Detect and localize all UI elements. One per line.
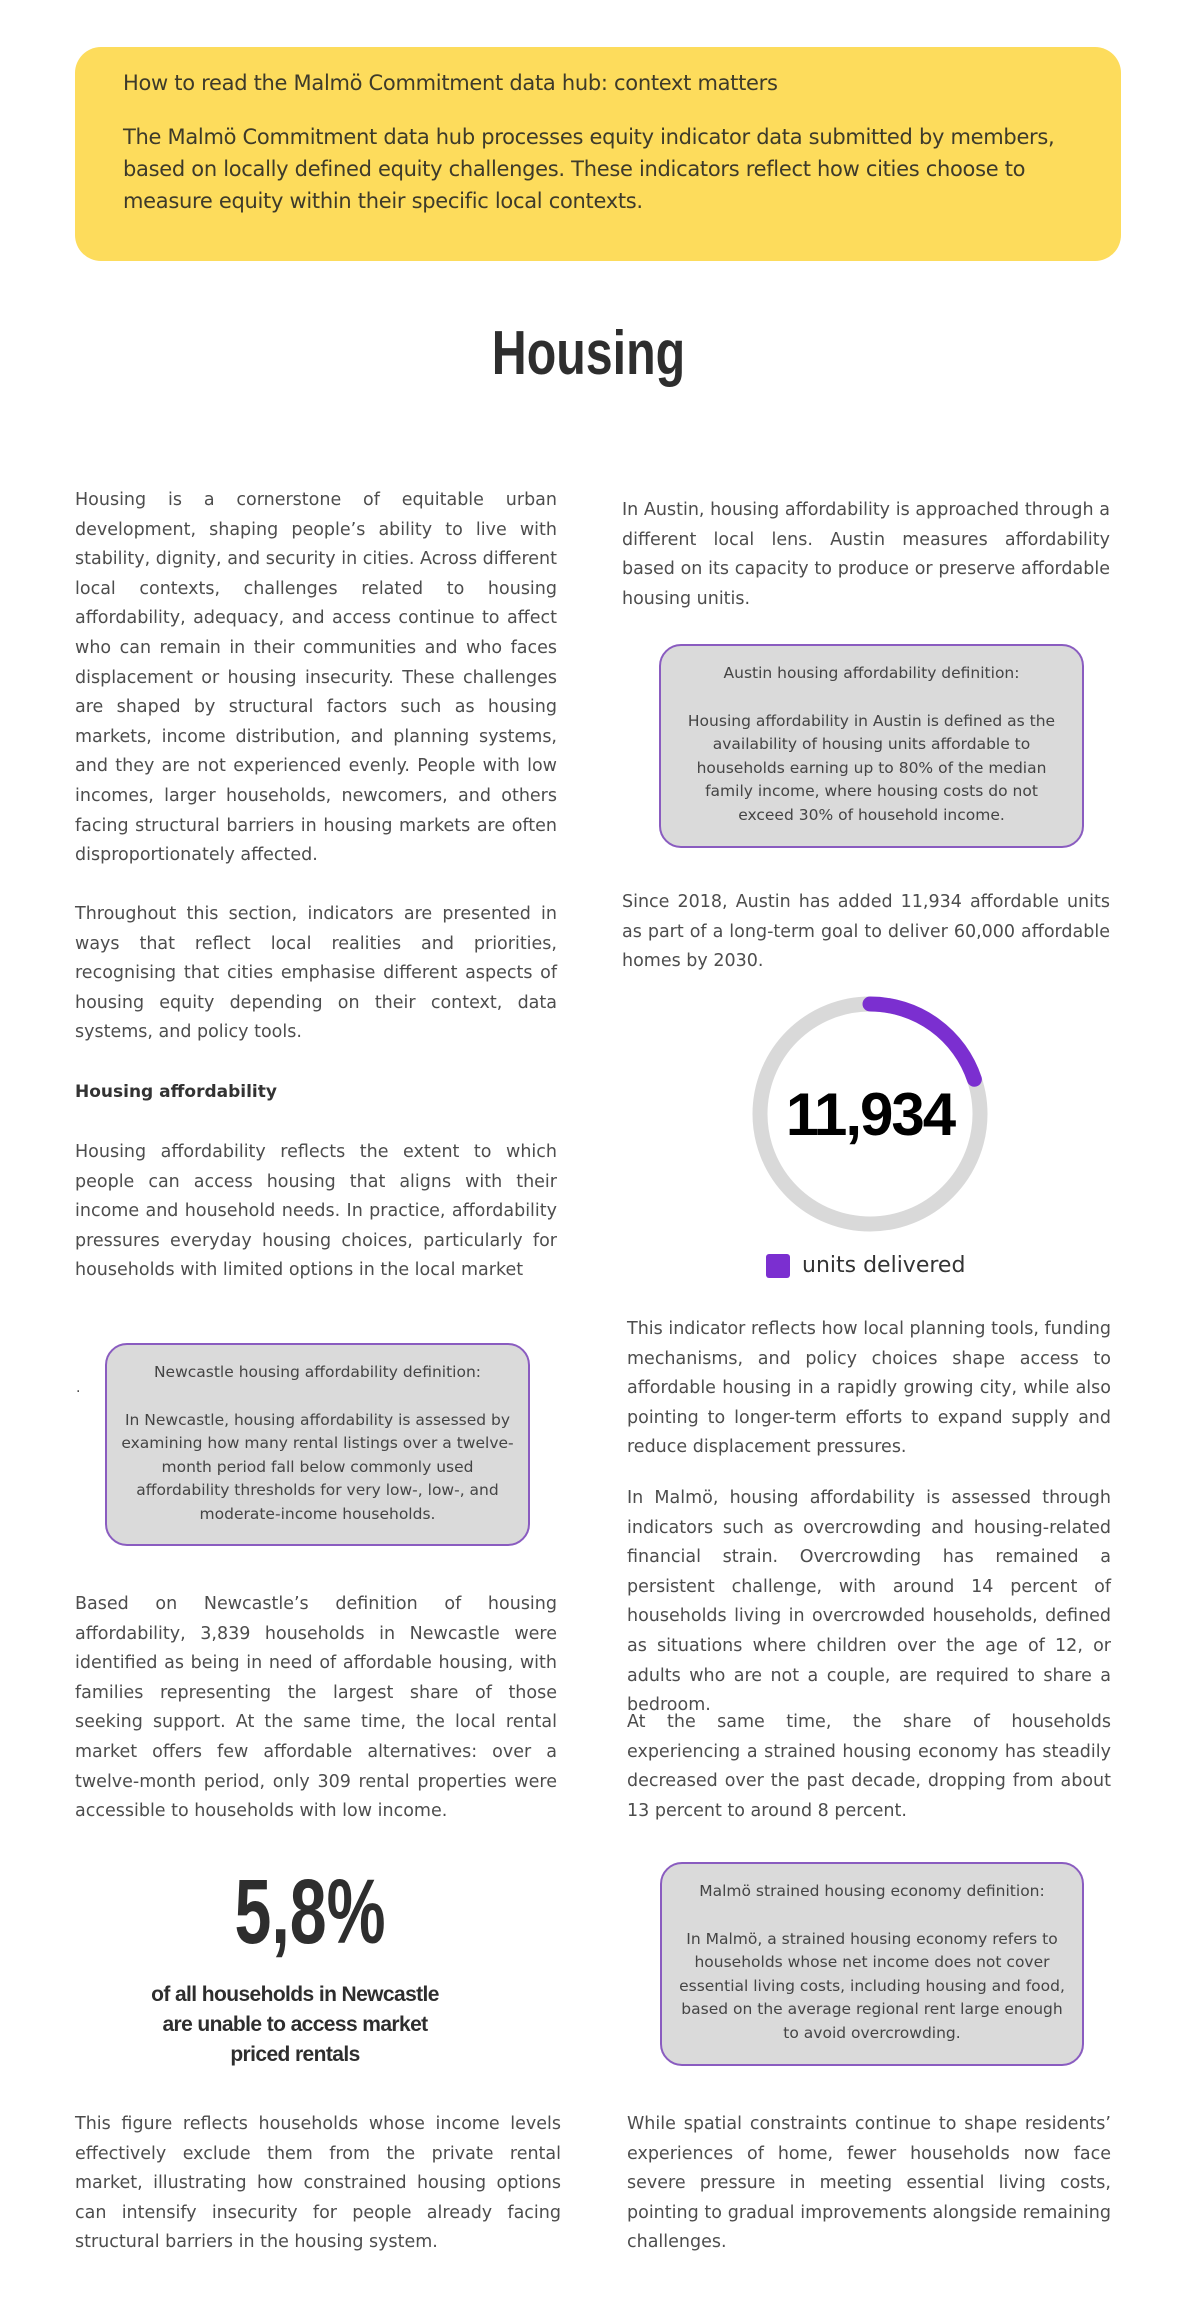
stat-explanation-text: This figure reflects households whose income levels effectively exclude them from the private rental market, illustrating how constrained housing options can intensify insecurity for people already facing structural barriers in the housing system. [75,2114,561,2253]
malmo-text: In Malmö, housing affordability is assessed through indicators such as overcrowding and housing-related financial strain. Overcrowding has remained a persistent challenge, with around 14 percent of households living in overcrowded households, defined as situations where children over the age of 12, or adults who are not a couple, are required to share a bedroom. [627,1488,1111,1716]
austin-definition-body: Housing affordability in Austin is defined as the availability of housing units affordable to households earning up to 80% of the median family income, where housing costs do not exceed 30% of household income. [687,711,1056,824]
stat-explanation-paragraph [75,2110,561,2258]
austin-intro-paragraph [622,496,1110,614]
malmo-closing-paragraph [627,2110,1111,2258]
context-banner [75,47,1121,261]
donut-center-value: 11,934 [785,1080,955,1148]
malmo-definition-box [660,1862,1084,2066]
legend-swatch-units-delivered [766,1254,790,1278]
austin-indicator-paragraph [627,1315,1111,1463]
austin-units-donut-chart [748,992,992,1236]
section-note-paragraph [75,900,557,1048]
newcastle-paragraph [75,1590,557,1827]
newcastle-stat-caption: of all households in Newcastle are unable to access market priced rentals [151,1983,439,2066]
stray-dot: . [76,1380,81,1396]
austin-progress-paragraph [622,888,1110,977]
section-note-text: Throughout this section, indicators are presented in ways that reflect local realities and priorities, recognising that cities emphasise different aspects of housing equity depending on their context, data systems, and policy tools. [75,904,557,1043]
malmo-trend-paragraph [627,1708,1111,1826]
newcastle-definition-body: In Newcastle, housing affordability is assessed by examining how many rental listings over a twelve-month period fall below commonly used affordability thresholds for very low-, low-, and moderate-income households. [121,1410,514,1523]
legend-label-units-delivered: units delivered [802,1253,966,1278]
austin-intro-text: In Austin, housing affordability is approached through a different local lens. Austin measures affordability based on its capacity to produce or preserve affordable housing unitis. [622,500,1110,609]
banner-body: The Malmö Commitment data hub processes equity indicator data submitted by members, based on locally defined equity challenges. These indicators reflect how cities choose to measure equity within their specific local contexts. [123,125,1055,213]
intro-text: Housing is a cornerstone of equitable urban development, shaping people’s ability to live with stability, dignity, and security in cities. Across different local contexts, challenges related to housing affordability, adequacy, and access continue to affect who can remain in their communities and who faces displacement or housing insecurity. These challenges are shaped by structural factors such as housing markets, income distribution, and planning systems, and they are not experienced evenly. People with low incomes, larger households, newcomers, and others facing structural barriers in housing markets are often disproportionately affected. [75,490,557,866]
subheading-housing-affordability: Housing affordability [75,1082,277,1102]
newcastle-definition-box [105,1343,530,1546]
newcastle-text: Based on Newcastle’s definition of housing affordability, 3,839 households in Newcastle were identified as being in need of affordable housing, with families representing the largest share of those seeking support. At the same time, the local rental market offers few affordable alternatives: over a twelve-month period, only 309 rental properties were accessible to households with low income. [75,1594,557,1822]
affordability-paragraph [75,1138,557,1286]
newcastle-definition-title: Newcastle housing affordability definition: [153,1363,482,1381]
banner-title: How to read the Malmö Commitment data hub: context matters [123,71,778,95]
intro-paragraph [75,486,557,871]
affordability-text: Housing affordability reflects the extent to which people can access housing that aligns with their income and household needs. In practice, affordability pressures everyday housing choices, particularly for households with limited options in the local market [75,1142,557,1281]
malmo-closing-text: While spatial constraints continue to shape residents’ experiences of home, fewer households now face severe pressure in meeting essential living costs, pointing to gradual improvements alongside remaining challenges. [627,2114,1111,2253]
malmo-definition-title: Malmö strained housing economy definition: [699,1882,1045,1900]
malmo-trend-text: At the same time, the share of households experiencing a strained housing economy has steadily decreased over the past decade, dropping from about 13 percent to around 8 percent. [627,1712,1111,1821]
malmo-definition-body: In Malmö, a strained housing economy refers to households whose net income does not cover essential living costs, including housing and food, based on the average regional rent large enough to avoid overcrowding. [679,1929,1065,2042]
newcastle-stat-value: 5,8% [234,1861,386,1963]
austin-progress-text: Since 2018, Austin has added 11,934 affordable units as part of a long-term goal to deliver 60,000 affordable homes by 2030. [622,892,1110,972]
malmo-paragraph [627,1484,1111,1721]
page-title: Housing [491,319,686,388]
donut-legend [766,1253,965,1278]
austin-definition-title: Austin housing affordability definition: [723,664,1020,682]
austin-indicator-text: This indicator reflects how local planning tools, funding mechanisms, and policy choices shape access to affordable housing in a rapidly growing city, while also pointing to longer-term efforts to expand supply and reduce displacement pressures. [627,1319,1111,1458]
austin-definition-box [659,644,1084,848]
